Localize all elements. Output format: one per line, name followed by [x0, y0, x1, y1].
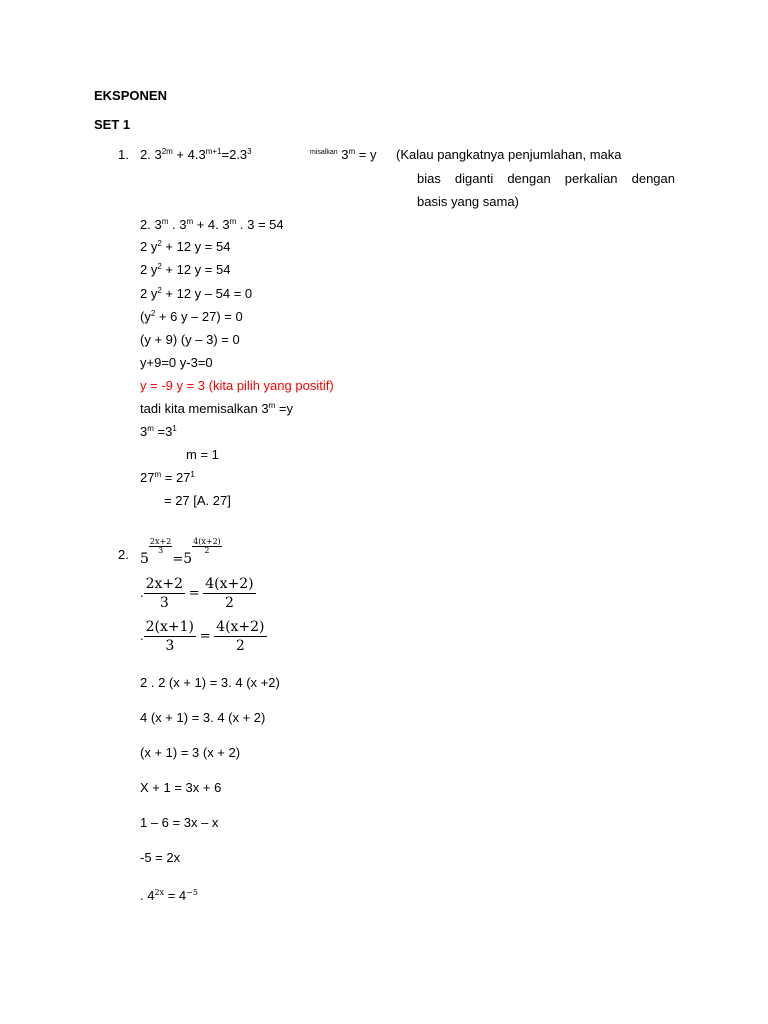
problem1-step-3: 2 $y^2 + 12$ y = 54 [140, 262, 231, 277]
problem2-step-1: 2 . 2 (x + 1) = 3. 4 (x +2) [140, 675, 280, 690]
problem2-number: 2. [118, 547, 129, 562]
problem1-number: 1. [118, 147, 129, 162]
problem2-fraction-step-2: . $\frac{2(x+1)}{3}$ = $\frac{4(x+2)}{2}$ [140, 619, 265, 655]
problem2-step-5: 1 – 6 = 3x – x [140, 815, 219, 830]
problem1-step-5: ($y^2 + 6$ y – 27) = 0 [140, 309, 243, 324]
problem1-equation: 2. $3^{2m} + 4.3^{m+1}=2.3^3$ [140, 147, 252, 162]
problem2-step-4: X + 1 = 3x + 6 [140, 780, 222, 795]
substitution-note: $^{misalkan}$ $3^m = y$ [310, 147, 377, 162]
problem2-step-2: 4 (x + 1) = 3. 4 (x + 2) [140, 710, 266, 725]
problem1-step-2: 2 $y^2 + 12$ y = 54 [140, 239, 231, 254]
problem2-fraction-step-1: . $\frac{2x+2}{3}$ = $\frac{4(x+2)}{2}$ [140, 576, 254, 612]
problem1-step-8-highlight: y = -9 y = 3 (kita pilih yang positif) [140, 378, 334, 393]
explanation-line-1: (Kalau pangkatnya penjumlahan, maka [396, 147, 622, 162]
problem1-step-4: 2 $y^2 + 12$ y – 54 = 0 [140, 286, 253, 301]
explanation-line-2: bias diganti dengan perkalian dengan [417, 171, 675, 186]
problem1-step-11: m = 1 [186, 447, 219, 462]
problem1-step-9: tadi kita memisalkan $3^m =y$ [140, 401, 294, 416]
problem2-step-6: -5 = 2x [140, 850, 181, 865]
problem1-step-1: 2. 3$^m$ . $3^m + 4$. 3$^m$ . 3 = 54 [140, 217, 284, 232]
problem1-step-12: $27^m = 27^1$ [140, 470, 195, 485]
problem2-step-3: (x + 1) = 3 (x + 2) [140, 745, 241, 760]
problem1-step-10: $3^m =3^1$ [140, 424, 177, 439]
problem1-step-6: (y + 9) (y – 3) = 0 [140, 332, 240, 347]
problem2-equation: 5 $\frac{2x+2}{3}$ =5 $\frac{4(x+2)}{2}$ [140, 537, 221, 567]
problem1-step-7: y+9=0 y-3=0 [140, 355, 213, 370]
problem2-step-7: . $4^{2x} = 4^{-5}$ [140, 888, 198, 903]
explanation-line-3: basis yang sama) [417, 194, 519, 209]
set-label: SET 1 [94, 117, 131, 132]
problem1-answer: = 27 [A. 27] [164, 493, 231, 508]
heading: EKSPONEN [94, 88, 167, 103]
